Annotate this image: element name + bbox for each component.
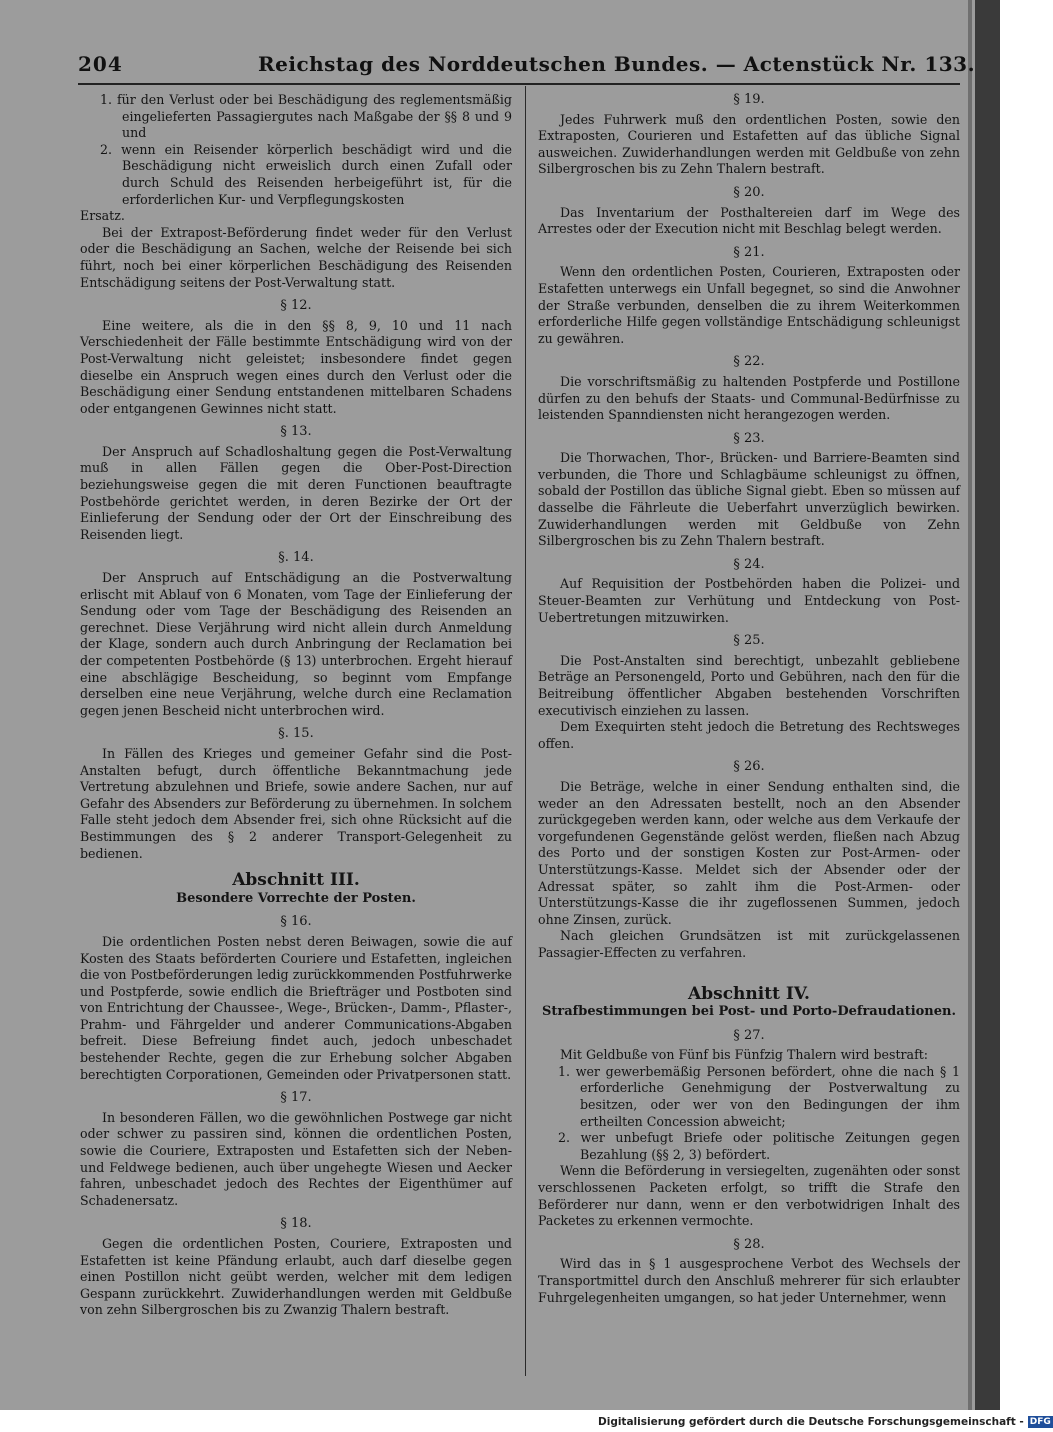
- part-title-iv: Abschnitt IV.: [688, 983, 810, 1004]
- part-title-iii: Abschnitt III.: [232, 870, 360, 891]
- section-heading-17: § 17.: [280, 1090, 312, 1106]
- section-heading-28: § 28.: [733, 1236, 765, 1252]
- section-text-17: In besonderen Fällen, wo die gewöhnlichen Postwege gar nicht oder schwer zu passiren sind, können die ordentlichen Posten, sowie die Couriere, Extraposten und Estafetten sich der Neben- und Feldwege bedienen, auch über ungehegte Wiesen und Aecker fahren, unbeschadet jedoch des Rechtes der Eigenthümer auf Schadenersatz.: [80, 1109, 512, 1208]
- left-column: [80, 92, 512, 1319]
- section-heading-19: § 19.: [733, 92, 765, 107]
- section-text-21: Wenn den ordentlichen Posten, Courieren, Extraposten oder Estafetten unterwegs ein Unfall begegnet, so sind die Anwohner der Straße verbunden, denselben die zu ihrem Weiterkommen erforderliche Hilfe gegen vollständige Entschädigung schleunigst zu gewähren.: [538, 264, 960, 346]
- column-divider: [525, 86, 526, 1376]
- section-text-28: Wird das in § 1 ausgesprochene Verbot des Wechsels der Transportmittel durch den Anschluß mehrerer für sich erlaubter Fuhrgelegenheiten umgangen, so hat jeder Unternehmer, wenn: [538, 1256, 960, 1305]
- paragraph: Bei der Extrapost-Beförderung findet weder für den Verlust oder die Beschädigung an Sachen, welche der Reisende bei sich führt, noch bei einer körperlichen Beschädigung des Reisenden Entschädigung seitens der Post-Verwaltung statt.: [80, 224, 512, 290]
- scan-edge-line: [968, 0, 972, 1410]
- header-rule: [78, 83, 960, 85]
- section-text-26b: Nach gleichen Grundsätzen ist mit zurückgelassenen Passagier-Effecten zu verfahren.: [538, 928, 960, 960]
- list-item: 1. für den Verlust oder bei Beschädigung des reglementsmäßig eingelieferten Passagiergutes nach Maßgabe der §§ 8 und 9 und: [100, 92, 512, 141]
- section-text-12: Eine weitere, als die in den §§ 8, 9, 10 und 11 nach Verschiedenheit der Fälle bestimmte Entschädigung wird von der Post-Verwaltung nicht geleistet; insbesondere findet gegen dieselbe ein Anspruch wegen eines durch den Verlust oder die Beschädigung einer Sendung entstandenen mittelbaren Schadens oder entgangenen Gewinnes nicht statt.: [80, 317, 512, 416]
- section-heading-25: § 25.: [733, 633, 765, 649]
- running-title: Reichstag des Norddeutschen Bundes. — Actenstück Nr. 133.: [258, 52, 976, 76]
- section-text-14: Der Anspruch auf Entschädigung an die Postverwaltung erlischt mit Ablauf von 6 Monaten, vom Tage der Einlieferung der Sendung oder vom Tage der Beschädigung des Reisenden an gerechnet. Diese Verjährung wird nicht allein durch Anmeldung der Klage, sondern auch durch Anbringung der Reclamation bei der competenten Postbehörde (§ 13) unterbrochen. Ergeht hierauf eine abschlägige Bescheidung, so beginnt vom Empfange derselben eine neue Verjährung, welche durch eine Reclamation gegen jenen Bescheid nicht unterbrochen wird.: [80, 570, 512, 718]
- section-text-25b: Dem Exequirten steht jedoch die Betretung des Rechtsweges offen.: [538, 719, 960, 751]
- ersatz-line: Ersatz.: [80, 208, 125, 224]
- scan-dark-edge: [975, 0, 1000, 1410]
- list-item: 2. wer unbefugt Briefe oder politische Zeitungen gegen Bezahlung (§§ 2, 3) befördert.: [558, 1130, 960, 1162]
- section-heading-26: § 26.: [733, 759, 765, 775]
- section-text-13: Der Anspruch auf Schadloshaltung gegen die Post-Verwaltung muß in allen Fällen gegen die Ober-Post-Direction beziehungsweise gegen die mit deren Functionen beauftragte Postbehörde gerichtet werden, in deren Bezirke der Ort der Einlieferung der Sendung oder der Ort der Einschreibung des Reisenden liegt.: [80, 443, 512, 542]
- section-text-22: Die vorschriftsmäßig zu haltenden Postpferde und Postillone dürfen zu den behufs der Staats- und Communal-Bedürfnisse zu leistenden Spanndiensten nicht herangezogen werden.: [538, 373, 960, 423]
- section-heading-13: § 13.: [280, 424, 312, 440]
- section-heading-14: §. 14.: [278, 550, 314, 566]
- part-subtitle-iii: Besondere Vorrechte der Posten.: [176, 890, 416, 906]
- section-heading-23: § 23.: [733, 430, 765, 446]
- section-text-24: Auf Requisition der Postbehörden haben die Polizei- und Steuer-Beamten zur Verhütung und Entdeckung von Post-Uebertretungen mitzuwirken.: [538, 576, 960, 625]
- page-header: [78, 52, 976, 78]
- right-column: [538, 92, 960, 1306]
- section-heading-21: § 21.: [733, 244, 765, 260]
- dfg-logo: DFG: [1029, 1417, 1051, 1427]
- section-heading-20: § 20.: [733, 184, 765, 200]
- section-text-16: Die ordentlichen Posten nebst deren Beiwagen, sowie die auf Kosten des Staats beförderten Couriere und Estafetten, ingleichen die von Postbeförderungen ledig zurückkommenden Postfuhrwerke und Postpferde, sowie endlich die Briefträger und Postboten sind von Entrichtung der Chaussee-, Wege-, Brücken-, Damm-, Pflaster-, Prahm- und Fährgelder und anderer Communications-Abgaben befreit. Diese Befreiung findet auch, jedoch unbeschadet bestehender Rechte, gegen die zur Erhebung solcher Abgaben berechtigten Corporationen, Gemeinden oder Privatpersonen statt.: [80, 933, 512, 1082]
- section-heading-24: § 24.: [733, 556, 765, 572]
- section-heading-18: § 18.: [280, 1216, 312, 1232]
- page-number: 204: [78, 52, 123, 76]
- part-subtitle-iv: Strafbestimmungen bei Post- und Porto-Defraudationen.: [541, 1004, 957, 1020]
- section-text-25: Die Post-Anstalten sind berechtigt, unbezahlt gebliebene Beträge an Personengeld, Porto und Gebühren, nach den für die Beitreibung öffentlicher Abgaben bestehenden Vorschriften executivisch einziehen zu lassen.: [538, 652, 960, 718]
- section-text-15: In Fällen des Krieges und gemeiner Gefahr sind die Post-Anstalten befugt, durch öffentliche Bekanntmachung jede Vertretung abzulehnen und Briefe, sowie andere Sachen, nur auf Gefahr des Absenders zur Beförderung zu übernehmen. In solchem Falle steht jedoch dem Absender frei, sich ohne Rücksicht auf die Bestimmungen des § 2 anderer Transport-Gelegenheit zu bedienen.: [80, 745, 512, 861]
- section-text-23: Die Thorwachen, Thor-, Brücken- und Barriere-Beamten sind verbunden, die Thore und Schlagbäume schleunigst zu öffnen, sobald der Postillon das übliche Signal giebt. Eben so müssen auf dasselbe die Fährleute die Ueberfahrt unverzüglich bewirken. Zuwiderhandlungen werden mit Geldbuße von Zehn Silbergroschen bis zu Zehn Thalern bestraft.: [538, 450, 960, 549]
- section-heading-22: § 22.: [733, 354, 765, 370]
- section-text-18: Gegen die ordentlichen Posten, Couriere, Extraposten und Estafetten ist keine Pfändung erlaubt, auch darf dieselbe gegen einen Postillon nicht geübt werden, welcher mit dem ledigen Gespann zurückkehrt. Zuwiderhandlungen werden mit Geldbuße von zehn Silbergroschen bis zu Zwanzig Thalern bestraft.: [80, 1236, 512, 1318]
- section-text-26: Die Beträge, welche in einer Sendung enthalten sind, die weder an den Adressaten bestellt, noch an den Absender zurückgegeben werden kann, oder welche aus dem Verkaufe der vorgefundenen Gegenstände gelöst werden, fließen nach Abzug des Porto und der sonstigen Kosten zur Post-Armen- oder Unterstützungs-Kasse. Meldet sich der Absender oder der Adressat später, so zahlt ihm die Post-Armen- oder Unterstützungs-Kasse die ihr zugeflossenen Summen, jedoch ohne Zinsen, zurück.: [538, 778, 960, 927]
- section-heading-12: § 12.: [280, 298, 312, 314]
- footer-credit: [598, 1416, 1053, 1430]
- list-item: 2. wenn ein Reisender körperlich beschädigt wird und die Beschädigung nicht erweislich durch einen Zufall oder durch Schuld des Reisenden herbeigeführt ist, für die erforderlichen Kur- und Verpflegungskosten: [100, 141, 512, 207]
- section-heading-15: §. 15.: [278, 726, 314, 742]
- section-text-20: Das Inventarium der Posthaltereien darf im Wege des Arrestes oder der Execution nicht mit Beschlag belegt werden.: [538, 204, 960, 237]
- section-text-27: Mit Geldbuße von Fünf bis Fünfzig Thalern wird bestraft:: [560, 1047, 929, 1063]
- section-heading-27: § 27.: [733, 1027, 765, 1043]
- section-text-19: Jedes Fuhrwerk muß den ordentlichen Posten, sowie den Extraposten, Courieren und Estafetten auf das übliche Signal ausweichen. Zuwiderhandlungen werden mit Geldbuße von zehn Silbergroschen bis zu Zehn Thalern bestraft.: [538, 111, 960, 177]
- section-text-27b: Wenn die Beförderung in versiegelten, zugenähten oder sonst verschlossenen Packeten erfolgt, so trifft die Strafe den Beförderer nur dann, wenn er den verbotwidrigen Inhalt des Packetes zu erkennen vermochte.: [538, 1163, 960, 1229]
- footer-text: Digitalisierung gefördert durch die Deutsche Forschungsgemeinschaft -: [598, 1416, 1024, 1428]
- section-heading-16: § 16.: [280, 914, 312, 930]
- list-item: 1. wer gewerbemäßig Personen befördert, ohne die nach § 1 erforderliche Genehmigung der Postverwaltung zu besitzen, oder wer von den Bedingungen der ihm ertheilten Concession abweicht;: [558, 1063, 960, 1129]
